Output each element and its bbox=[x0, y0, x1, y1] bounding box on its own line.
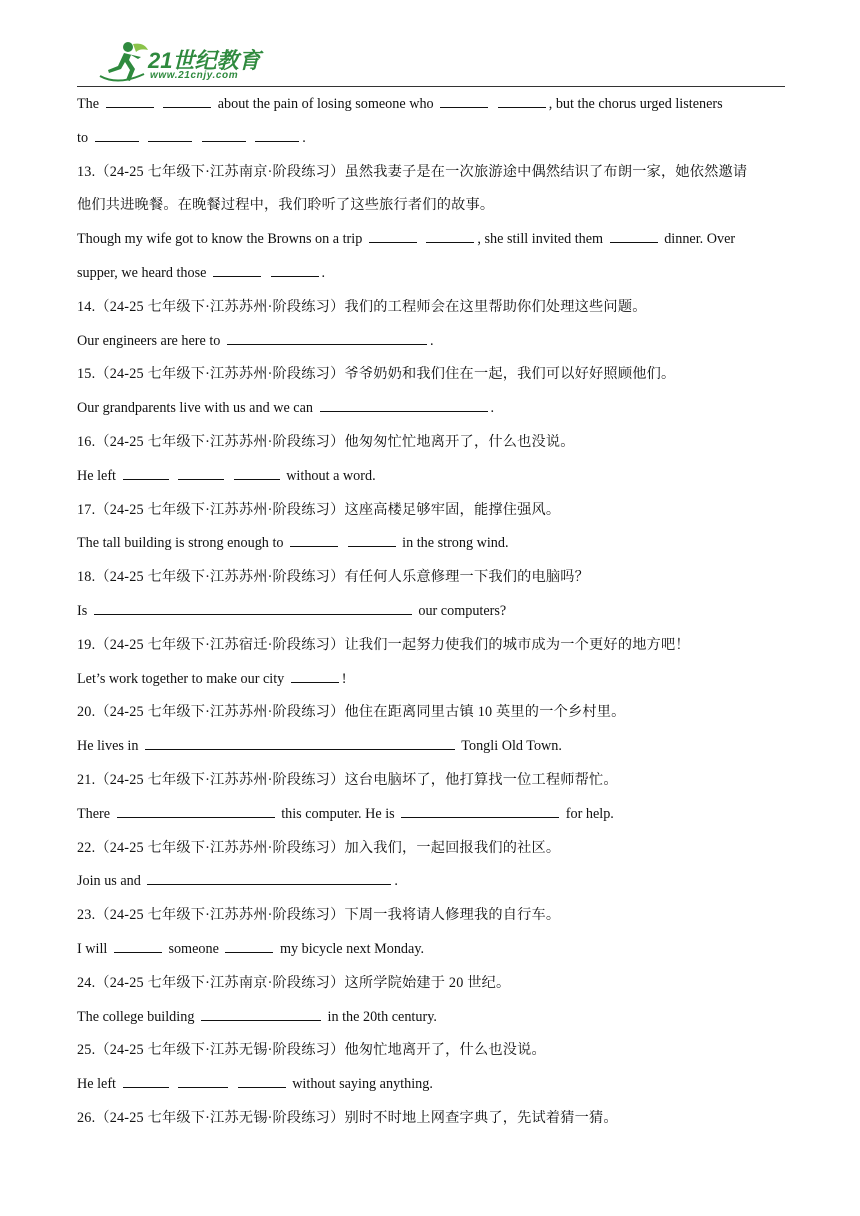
question-text: 23.（24-25 七年级下·江苏苏州·阶段练习）下周一我将请人修理我的自行车。 bbox=[77, 907, 561, 924]
answer-sentence-line bbox=[77, 227, 787, 261]
sentence-text: someone bbox=[164, 940, 223, 957]
answer-blank[interactable] bbox=[145, 737, 455, 750]
answer-blank[interactable] bbox=[147, 872, 391, 885]
sentence-text: Our grandparents live with us and we can bbox=[77, 400, 317, 417]
question-prompt-line bbox=[77, 362, 787, 396]
question-prompt-line bbox=[77, 1038, 787, 1072]
question-text: 18.（24-25 七年级下·江苏苏州·阶段练习）有任何人乐意修理一下我们的电脑吗？ bbox=[77, 569, 590, 586]
question-text: 16.（24-25 七年级下·江苏苏州·阶段练习）他匆匆忙忙地离开了，什么也没说。 bbox=[77, 433, 575, 450]
sentence-text: Though my wife got to know the Browns on a trip bbox=[77, 231, 366, 248]
answer-blank[interactable] bbox=[369, 230, 417, 243]
question-prompt-line bbox=[77, 836, 787, 870]
answer-blank[interactable] bbox=[290, 534, 338, 547]
question-text: 20.（24-25 七年级下·江苏苏州·阶段练习）他住在距离同里古镇 10 英里的一个乡村里。 bbox=[77, 704, 626, 721]
sentence-text: , but the chorus urged listeners bbox=[548, 96, 723, 112]
question-prompt-line bbox=[77, 633, 787, 667]
logo bbox=[98, 40, 268, 86]
question-text: 17.（24-25 七年级下·江苏苏州·阶段练习）这座高楼足够牢固，能撑住强风。 bbox=[77, 501, 561, 518]
question-prompt-line bbox=[77, 430, 787, 464]
sentence-text: He left bbox=[77, 1076, 120, 1093]
sentence-text: . bbox=[429, 332, 434, 349]
answer-blank[interactable] bbox=[291, 670, 339, 683]
answer-blank[interactable] bbox=[202, 129, 246, 142]
sentence-text: ! bbox=[341, 670, 347, 687]
question-text: 19.（24-25 七年级下·江苏宿迁·阶段练习）让我们一起努力使我们的城市成为一个更好的地方吧！ bbox=[77, 636, 690, 653]
question-text: 22.（24-25 七年级下·江苏苏州·阶段练习）加入我们，一起回报我们的社区。 bbox=[77, 839, 561, 856]
question-prompt-line bbox=[77, 1106, 787, 1140]
sentence-text bbox=[227, 468, 231, 484]
sentence-text bbox=[172, 468, 176, 484]
question-text: 26.（24-25 七年级下·江苏无锡·阶段练习）别时不时地上网查字典了，先试着猜一猜。 bbox=[77, 1109, 618, 1126]
sentence-text: He left bbox=[77, 467, 120, 484]
answer-blank[interactable] bbox=[123, 1075, 169, 1088]
answer-blank[interactable] bbox=[271, 264, 319, 277]
answer-blank[interactable] bbox=[234, 467, 280, 480]
sentence-text: . bbox=[490, 400, 495, 417]
answer-blank[interactable] bbox=[238, 1075, 286, 1088]
sentence-text: to bbox=[77, 129, 92, 146]
sentence-text: The tall building is strong enough to bbox=[77, 535, 288, 552]
sentence-text bbox=[142, 130, 146, 146]
sentence-text: . bbox=[321, 264, 326, 281]
sentence-text: . bbox=[394, 873, 398, 890]
question-text: 25.（24-25 七年级下·江苏无锡·阶段练习）他匆忙地离开了，什么也没说。 bbox=[77, 1042, 546, 1059]
answer-blank[interactable] bbox=[148, 129, 192, 142]
answer-blank[interactable] bbox=[94, 602, 412, 615]
answer-sentence-line bbox=[77, 464, 787, 498]
sentence-text: Tongli Old Town. bbox=[458, 738, 562, 755]
sentence-text bbox=[249, 130, 253, 146]
question-text: 15.（24-25 七年级下·江苏苏州·阶段练习）爷爷奶奶和我们住在一起，我们可以好好照顾他们。 bbox=[77, 366, 676, 383]
header-divider bbox=[77, 86, 785, 87]
sentence-text: in the strong wind. bbox=[398, 535, 509, 552]
answer-blank[interactable] bbox=[401, 805, 559, 818]
sentence-text: The bbox=[77, 96, 103, 112]
sentence-text: without a word. bbox=[282, 467, 376, 484]
sentence-text: I will bbox=[77, 940, 111, 957]
exercise-content bbox=[77, 92, 787, 1140]
question-prompt-line bbox=[77, 295, 787, 329]
answer-blank[interactable] bbox=[426, 230, 474, 243]
answer-blank[interactable] bbox=[163, 95, 211, 108]
sentence-text bbox=[420, 231, 424, 247]
answer-blank[interactable] bbox=[227, 332, 427, 345]
sentence-text: Is bbox=[77, 602, 91, 619]
sentence-text: Let’s work together to make our city bbox=[77, 670, 288, 687]
sentence-text: He lives in bbox=[77, 738, 143, 755]
question-prompt-line bbox=[77, 565, 787, 599]
answer-blank[interactable] bbox=[106, 95, 154, 108]
question-prompt-line bbox=[77, 498, 787, 532]
answer-blank[interactable] bbox=[95, 129, 139, 142]
answer-blank[interactable] bbox=[498, 95, 546, 108]
logo-url: www.21cnjy.com bbox=[150, 70, 239, 81]
sentence-text: supper, we heard those bbox=[77, 264, 210, 281]
runner-logo-icon bbox=[98, 40, 150, 84]
answer-blank[interactable] bbox=[178, 467, 224, 480]
question-prompt-line bbox=[77, 903, 787, 937]
sentence-text: my bicycle next Monday. bbox=[276, 940, 425, 957]
answer-sentence-line bbox=[77, 937, 787, 971]
answer-sentence-line bbox=[77, 1005, 787, 1039]
answer-sentence-line bbox=[77, 599, 787, 633]
sentence-text: in the 20th century. bbox=[323, 1008, 437, 1025]
sentence-text: The college building bbox=[77, 1008, 198, 1025]
answer-sentence-line bbox=[77, 1072, 787, 1106]
answer-blank[interactable] bbox=[320, 399, 488, 412]
sentence-text bbox=[264, 265, 268, 281]
answer-sentence-line bbox=[77, 531, 787, 565]
sentence-text: Join us and bbox=[77, 873, 145, 890]
page-header bbox=[0, 0, 860, 90]
question-text: 14.（24-25 七年级下·江苏苏州·阶段练习）我们的工程师会在这里帮助你们处理这些问题。 bbox=[77, 298, 647, 315]
question-prompt-line bbox=[77, 160, 787, 194]
sentence-text: our computers? bbox=[414, 602, 507, 619]
sentence-text bbox=[491, 96, 495, 112]
answer-blank[interactable] bbox=[610, 230, 658, 243]
sentence-text: There bbox=[77, 805, 114, 822]
sentence-text bbox=[341, 535, 345, 551]
answer-blank[interactable] bbox=[201, 1008, 321, 1021]
question-text: 24.（24-25 七年级下·江苏南京·阶段练习）这所学院始建于 20 世纪。 bbox=[77, 974, 511, 991]
sentence-text: this computer. He is bbox=[277, 805, 399, 822]
answer-blank[interactable] bbox=[178, 1075, 228, 1088]
answer-sentence-line bbox=[77, 734, 787, 768]
question-prompt-line bbox=[77, 193, 787, 227]
sentence-text: , she still invited them bbox=[477, 231, 607, 248]
sentence-text: about the pain of losing someone who bbox=[214, 96, 438, 112]
answer-blank[interactable] bbox=[123, 467, 169, 480]
logo-title: 21世纪教育 bbox=[148, 48, 261, 73]
answer-blank[interactable] bbox=[117, 805, 275, 818]
sentence-text bbox=[172, 1076, 176, 1092]
sentence-text: without saying anything. bbox=[288, 1076, 433, 1093]
question-text: 他们共进晚餐。在晚餐过程中，我们聆听了这些旅行者们的故事。 bbox=[77, 197, 495, 214]
sentence-text: dinner. Over bbox=[660, 231, 736, 248]
question-text: 13.（24-25 七年级下·江苏南京·阶段练习）虽然我妻子是在一次旅游途中偶然结识了布朗一家，她依然邀请 bbox=[77, 163, 748, 180]
answer-sentence-line bbox=[77, 396, 787, 430]
answer-blank[interactable] bbox=[440, 95, 488, 108]
answer-blank[interactable] bbox=[114, 940, 162, 953]
question-text: 21.（24-25 七年级下·江苏苏州·阶段练习）这台电脑坏了，他打算找一位工程师帮忙。 bbox=[77, 771, 618, 788]
answer-blank[interactable] bbox=[255, 129, 299, 142]
sentence-text bbox=[195, 130, 199, 146]
answer-sentence-line bbox=[77, 869, 787, 903]
answer-sentence-line bbox=[77, 92, 787, 126]
answer-sentence-line bbox=[77, 126, 787, 160]
sentence-text: for help. bbox=[562, 805, 614, 822]
sentence-text bbox=[231, 1076, 235, 1092]
answer-sentence-line bbox=[77, 329, 787, 363]
sentence-text: Our engineers are here to bbox=[77, 332, 224, 349]
answer-sentence-line bbox=[77, 667, 787, 701]
answer-sentence-line bbox=[77, 802, 787, 836]
question-prompt-line bbox=[77, 768, 787, 802]
sentence-text bbox=[157, 96, 161, 112]
answer-blank[interactable] bbox=[348, 534, 396, 547]
question-prompt-line bbox=[77, 700, 787, 734]
answer-sentence-line bbox=[77, 261, 787, 295]
answer-blank[interactable] bbox=[225, 940, 273, 953]
answer-blank[interactable] bbox=[213, 264, 261, 277]
question-prompt-line bbox=[77, 971, 787, 1005]
sentence-text: . bbox=[302, 129, 306, 146]
